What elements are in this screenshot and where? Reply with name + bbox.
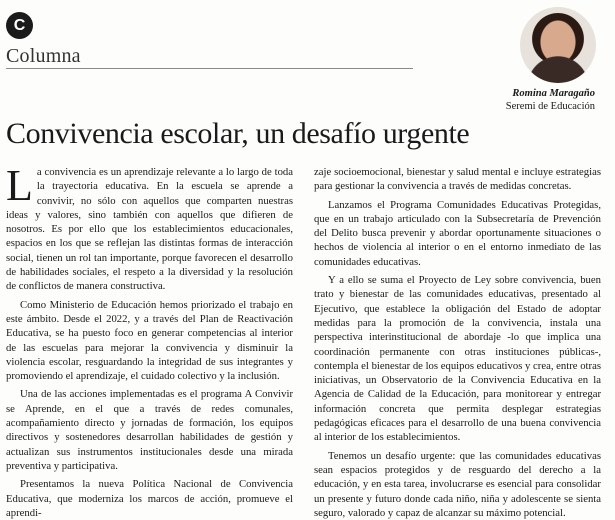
paragraph: Y a ello se suma el Proyecto de Ley sobre convivencia, buen trato y bienestar de las comunidades educativas, presentado al Ejecutivo, que establece la obligación del Estado de adoptar medidas para la promoción de la convivencia, instala una perspectiva interinstitucional de abordaje -lo que implica una coordinación permanente con otras instituciones públicas-, contempla el bienestar de los equipos educativos y crea, entre otras iniciativas, un Observatorio de la Convivencia Educativa en la Agencia de Calidad de la Educación, para monitorear y entregar información concreta que permita desplegar estrategias pedagógicas eficaces para el desarrollo de una buena convivencia al interior de los establecimientos. xyxy=(314,274,601,444)
header-divider xyxy=(6,68,413,69)
paragraph: Una de las acciones implementadas es el programa A Convivir se Aprende, en el que a través de redes comunales, acompañamiento directo y jornadas de formación, los equipos directivos y sostenedores desarrollan habilidades de gestión y actualizan sus instrumentos institucionales desde una mirada preventiva y participativa. xyxy=(6,388,293,472)
article-column-1 xyxy=(6,161,293,520)
article-column-2 xyxy=(314,165,601,520)
paragraph: Presentamos la nueva Política Nacional de Convivencia Educativa, que moderniza los marcos de acción, promueve el aprendi- xyxy=(6,478,293,519)
paragraph: zaje socioemocional, bienestar y salud mental e incluye estrategias para gestionar la convivencia a través de medidas concretas. xyxy=(314,166,601,193)
section-label: Columna xyxy=(6,45,81,67)
article-title: Convivencia escolar, un desafío urgente xyxy=(6,117,470,150)
author-byline xyxy=(506,87,595,113)
author-portrait-icon xyxy=(520,7,596,83)
paragraph: Como Ministerio de Educación hemos priorizado el trabajo en este ámbito. Desde el 2022, y a través del Plan de Reactivación Educativa, se ha puesto foco en generar competencias al interior de las escuelas para mejorar la convivencia y disminuir la violencia escolar, resguardando la integridad de sus integrantes y promoviendo el aprendizaje, el cuidado colectivo y la inclusión. xyxy=(6,298,293,383)
author-name: Romina Maragaño xyxy=(512,88,595,99)
drop-cap: L xyxy=(6,161,33,210)
paragraph-text: a convivencia es un aprendizaje relevante a lo largo de toda la trayectoria educativa. En la escuela se aprende a convivir, no sólo con aquellos que comparten nuestras ideas y valores, sino también con aquellos que difieren de nosotros. Es por ello que los establecimientos educacionales, espacios en los que se reflejan las distintas formas de interacción social, tienen un rol tan importante, porque favorecen el desarrollo de habilidades sociales, el respeto a la diversidad y la resolución de conflictos de manera constructiva. xyxy=(6,166,293,293)
paragraph xyxy=(6,161,293,294)
paragraph: Tenemos un desafío urgente: que las comunidades educativas sean espacios protegidos y de resguardo del derecho a la educación, y en esta tarea, involucrarse es esencial para consolidar un presente y futuro donde cada niño, niña y adolescente se sienta seguro, valorado y capaz de alcanzar su máximo potencial. xyxy=(314,449,601,519)
paragraph: Lanzamos el Programa Comunidades Educativas Protegidas, que en un trabajo articulado con la Subsecretaría de Prevención del Delito busca prevenir y abordar oportunamente situaciones o hechos de violencia al interior o en el entorno inmediato de las comunidades educativas. xyxy=(314,198,601,268)
author-role: Seremi de Educación xyxy=(505,101,595,112)
column-badge: C xyxy=(6,12,33,39)
